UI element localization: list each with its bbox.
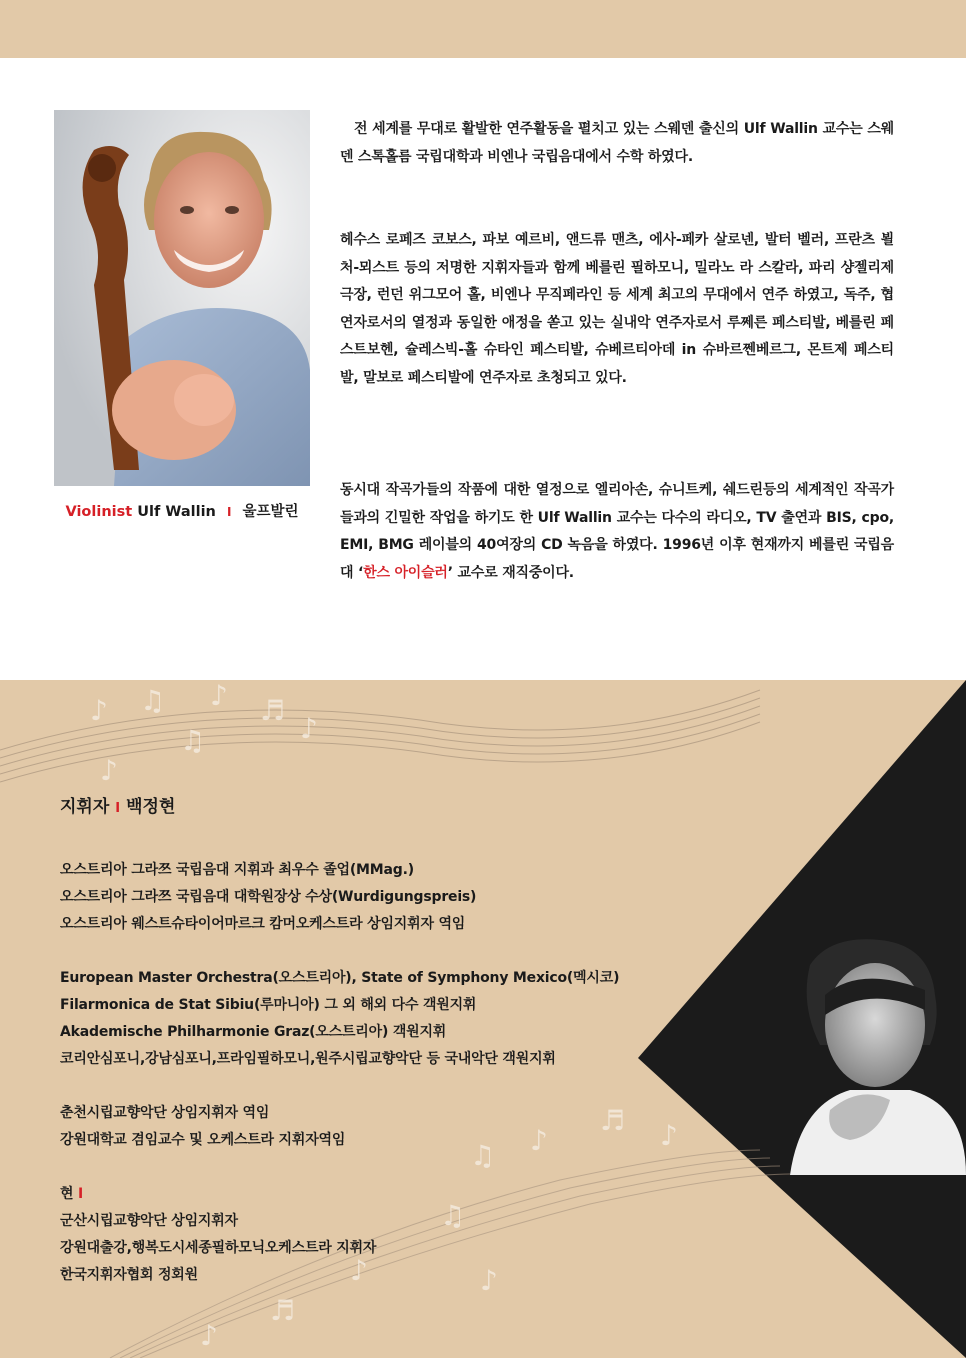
music-note: ♪ <box>210 680 228 712</box>
career-line: European Master Orchestra(오스트리아), State of Symphony Mexico(멕시코) <box>60 970 620 986</box>
bio-p3-text-before: 동시대 작곡가들의 작품에 대한 열정으로 엘리아손, 슈니트케, 쉐드린등의 세계적인 작곡가들과의 긴밀한 작업을 하기도 한 Ulf Wallin 교수는 다수의 라디오, TV 출연과 BIS, cpo, EMI, BMG 레이블의 40여장의 CD 녹음을 하였다. 1996년 이후 현재까지 베를린 국립음대 ‘ <box>340 482 894 581</box>
music-note: ♪ <box>300 712 318 745</box>
music-note: ♫ <box>440 1199 466 1232</box>
caption-name: Ulf Wallin <box>137 504 216 520</box>
music-note: ♪ <box>480 1264 498 1297</box>
career-line: 군산시립교향악단 상임지휘자 <box>60 1213 238 1229</box>
caption-separator: I <box>226 505 232 519</box>
top-decorative-band <box>0 0 966 58</box>
music-note: ♫ <box>470 1139 496 1172</box>
career-line: 오스트리아 웨스트슈타이어마르크 캄머오케스트라 상임지휘자 역임 <box>60 916 466 932</box>
caption-role: Violinist <box>65 504 133 520</box>
conductor-photo <box>770 935 966 1175</box>
music-note: ♪ <box>200 1319 218 1352</box>
music-note: ♪ <box>530 1124 548 1157</box>
current-separator: I <box>78 1186 84 1202</box>
current-heading <box>60 1181 619 1208</box>
bio-paragraph-2: 헤수스 로페즈 코보스, 파보 예르비, 앤드류 맨츠, 에사-페카 살로넨, 발터 벨러, 프란츠 뵐처-뫼스트 등의 저명한 지휘자들과 함께 베를린 필하모니, 밀라노 라 스칼라, 파리 샹젤리제 극장, 런던 위그모어 홀, 비엔나 무직페라인 등 세계 최고의 무대에서 연주 하였고, 독주, 협연자로서의 열정과 동일한 애정을 쏟고 있는 실내악 연주자로서 루쩨른 페스티발, 베를린 페스트보헨, 슐레스빅-홀 슈타인 페스티발, 슈베르티아데 in 슈바르쩬베르그, 몬트제 페스티발, 말보로 페스티발에 연주자로 초청되고 있다. <box>340 232 894 386</box>
career-line: 한국지휘자협회 정회원 <box>60 1267 198 1283</box>
music-note: ♪ <box>90 694 108 727</box>
career-line: 춘천시립교향악단 상임지휘자 역임 <box>60 1105 270 1121</box>
conductor-role: 지휘자 <box>60 797 110 817</box>
conductor-name: 백정현 <box>126 797 176 817</box>
music-note: ♪ <box>350 1254 368 1287</box>
conductor-career-list <box>60 857 619 1289</box>
conductor-section <box>0 680 966 1358</box>
caption-korean-name: 울프발린 <box>242 504 299 520</box>
music-note: ♫ <box>180 724 206 757</box>
music-note: ♬ <box>270 1294 296 1327</box>
bio-paragraph-1: 전 세계를 무대로 활발한 연주활동을 펼치고 있는 스웨덴 출신의 Ulf Wallin 교수는 스웨덴 스톡홀름 국립대학과 비엔나 국립음대에서 수학 하였다. <box>340 121 894 165</box>
conductor-heading <box>60 792 175 817</box>
bio-p3-text-after: ’ 교수로 재직중이다. <box>447 564 574 581</box>
music-note: ♬ <box>600 1104 626 1137</box>
bio-p3-highlight: 한스 아이슬러 <box>363 564 448 581</box>
career-line: 강원대출강,행복도시세종필하모닉오케스트라 지휘자 <box>60 1240 377 1256</box>
career-line: 강원대학교 겸임교수 및 오케스트라 지휘자역임 <box>60 1132 346 1148</box>
music-note: ♪ <box>100 754 118 787</box>
conductor-photo-illustration <box>770 935 966 1175</box>
music-note: ♬ <box>260 694 286 727</box>
career-line: Filarmonica de Stat Sibiu(루마니아) 그 외 해외 다수 객원지휘 <box>60 997 477 1013</box>
violinist-photo <box>54 110 310 486</box>
career-line: Akademische Philharmonie Graz(오스트리아) 객원지휘 <box>60 1024 447 1040</box>
violinist-photo-illustration <box>54 110 310 486</box>
music-note: ♪ <box>660 1119 678 1152</box>
career-line: 코리안심포니,강남심포니,프라임필하모니,원주시립교향악단 등 국내악단 객원지휘 <box>60 1051 556 1067</box>
career-line: 오스트리아 그라쯔 국립음대 지휘과 최우수 졸업(MMag.) <box>60 862 414 878</box>
violinist-caption <box>54 500 310 521</box>
career-line: 오스트리아 그라쯔 국립음대 대학원장상 수상(Wurdigungspreis) <box>60 889 477 905</box>
bio-paragraph-3 <box>340 477 894 587</box>
music-note: ♫ <box>140 684 166 717</box>
current-label: 현 <box>60 1186 74 1202</box>
conductor-separator: I <box>115 801 121 816</box>
